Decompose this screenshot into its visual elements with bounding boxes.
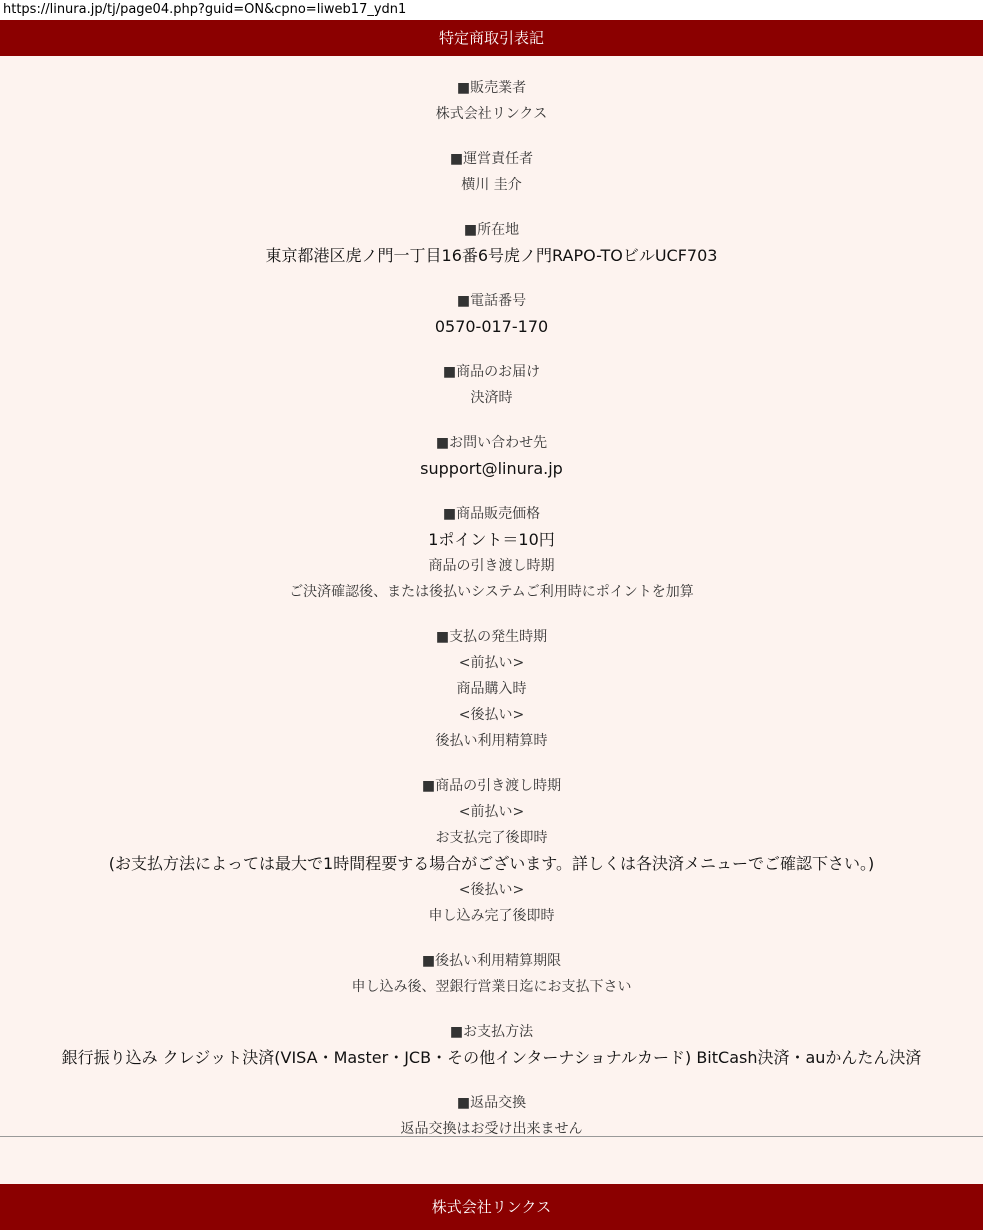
seller-name: 株式会社リンクス bbox=[435, 106, 548, 122]
section-settlement-deadline bbox=[0, 948, 983, 1000]
section-manager bbox=[0, 146, 983, 198]
section-payment-timing bbox=[0, 624, 983, 754]
payment-timing-text: <後払い> bbox=[458, 707, 525, 723]
payment-methods-text: 銀行振り込み クレジット決済(VISA・Master・JCB・その他インターナショナルカード) BitCash決済・auかんたん決済 bbox=[61, 1048, 922, 1067]
handover-text: <前払い> bbox=[458, 804, 525, 820]
contact-email: support@linura.jp bbox=[420, 459, 563, 478]
section-returns bbox=[0, 1090, 983, 1142]
section-heading: ■後払い利用精算期限 bbox=[421, 953, 562, 969]
handover-text: 申し込み完了後即時 bbox=[428, 908, 555, 924]
section-contact bbox=[0, 430, 983, 482]
page-title: 特定商取引表記 bbox=[438, 29, 544, 47]
price-text: 商品の引き渡し時期 bbox=[428, 558, 555, 574]
section-heading: ■お支払方法 bbox=[449, 1024, 534, 1040]
settlement-text: 申し込み後、翌銀行営業日迄にお支払下さい bbox=[351, 979, 632, 995]
divider bbox=[0, 1136, 983, 1137]
returns-text: 返品交換はお受け出来ません bbox=[400, 1121, 583, 1137]
section-seller bbox=[0, 75, 983, 127]
footer-company-name: 株式会社リンクス bbox=[431, 1198, 552, 1216]
handover-text: お支払完了後即時 bbox=[435, 830, 548, 846]
section-payment-methods bbox=[0, 1019, 983, 1071]
section-price bbox=[0, 501, 983, 605]
section-heading: ■返品交換 bbox=[456, 1095, 527, 1111]
payment-timing-text: 商品購入時 bbox=[456, 681, 527, 697]
manager-name: 横川 圭介 bbox=[461, 177, 522, 193]
section-delivery bbox=[0, 359, 983, 411]
section-handover-timing bbox=[0, 773, 983, 929]
price-text: 1ポイント＝10円 bbox=[428, 530, 555, 549]
section-phone bbox=[0, 288, 983, 340]
handover-text: <後払い> bbox=[458, 882, 525, 898]
url-bar: https://linura.jp/tj/page04.php?guid=ON&cpno=liweb17_ydn1 bbox=[0, 0, 983, 20]
payment-timing-text: <前払い> bbox=[458, 655, 525, 671]
section-heading: ■運営責任者 bbox=[449, 151, 534, 167]
phone-number: 0570-017-170 bbox=[434, 317, 549, 336]
section-heading: ■支払の発生時期 bbox=[435, 629, 548, 645]
section-heading: ■所在地 bbox=[463, 222, 520, 238]
payment-timing-text: 後払い利用精算時 bbox=[435, 733, 548, 749]
legal-notice-content bbox=[0, 56, 983, 1142]
section-heading: ■商品の引き渡し時期 bbox=[421, 778, 562, 794]
section-heading: ■商品のお届け bbox=[442, 364, 541, 380]
price-text: ご決済確認後、または後払いシステムご利用時にポイントを加算 bbox=[289, 584, 694, 600]
section-heading: ■販売業者 bbox=[456, 80, 527, 96]
delivery-text: 決済時 bbox=[470, 390, 513, 406]
page-footer bbox=[0, 1184, 983, 1230]
handover-text: (お支払方法によっては最大で1時間程要する場合がございます。詳しくは各決済メニューでご確認下さい。) bbox=[108, 854, 875, 873]
section-heading: ■お問い合わせ先 bbox=[435, 435, 548, 451]
section-heading: ■商品販売価格 bbox=[442, 506, 541, 522]
page-header bbox=[0, 20, 983, 56]
section-heading: ■電話番号 bbox=[456, 293, 527, 309]
section-address bbox=[0, 217, 983, 269]
address-text: 東京都港区虎ノ門一丁目16番6号虎ノ門RAPO-TOビルUCF703 bbox=[265, 246, 718, 265]
